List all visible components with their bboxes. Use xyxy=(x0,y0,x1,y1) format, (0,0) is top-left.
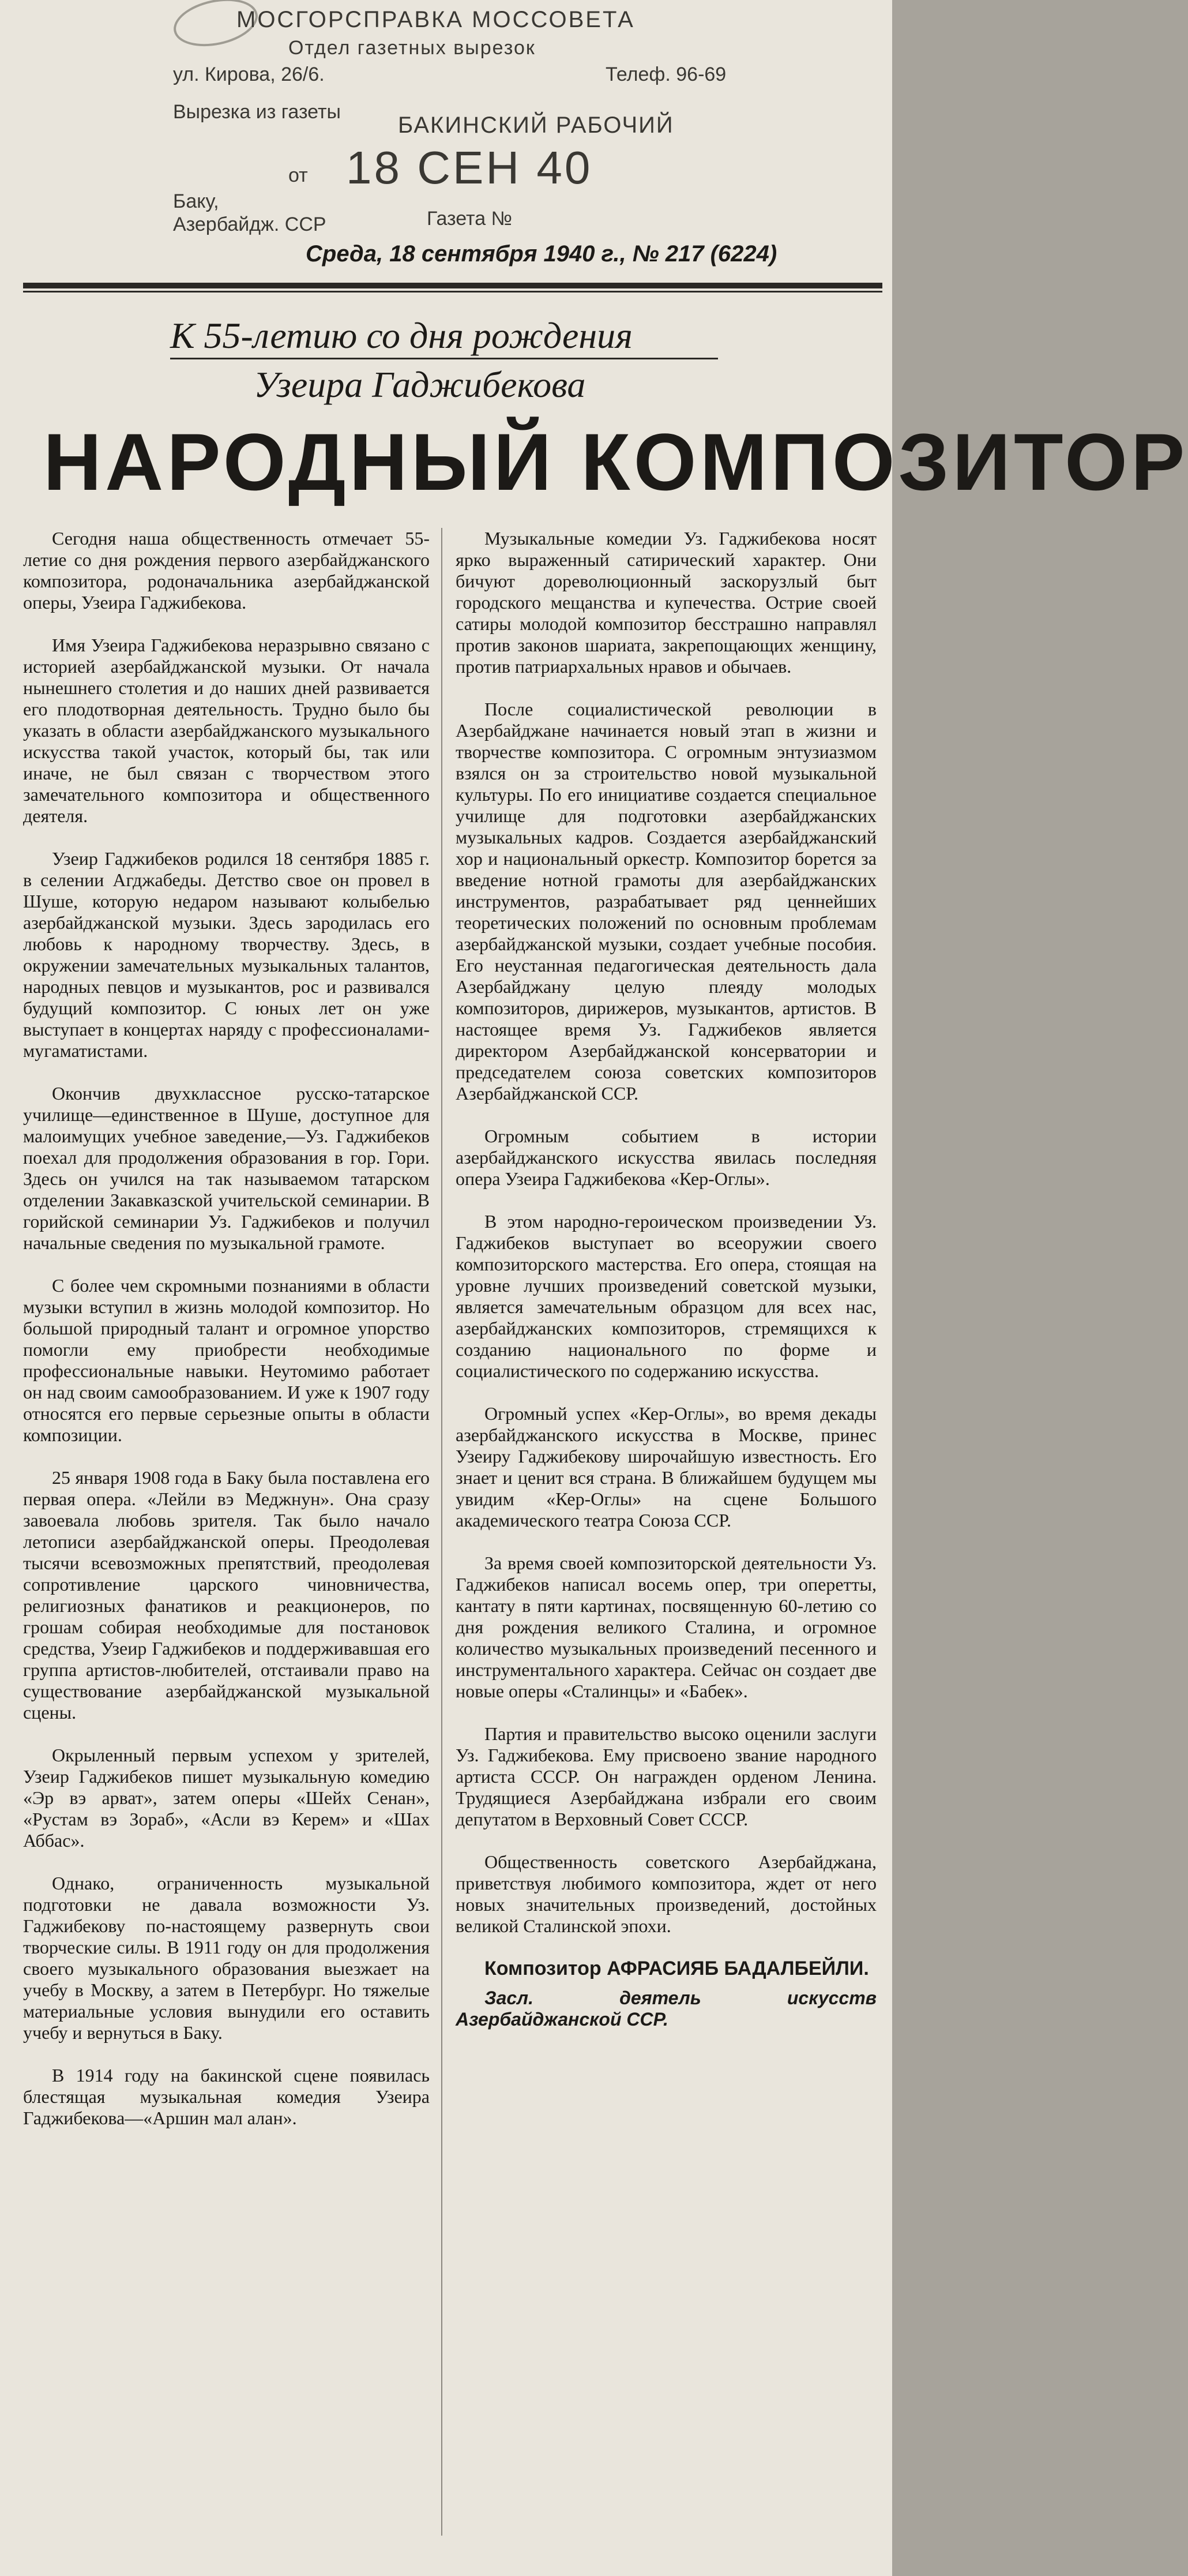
clipping-service-stamp xyxy=(0,0,892,235)
stamp-country: Азербайдж. ССР xyxy=(173,213,326,235)
paragraph: 25 января 1908 года в Баку была поставлена его первая опера. «Лейли вэ Меджнун». Она сразу завоевала любовь зрителя. Так было начало летописи азербайджанской оперы. Преодолевая тысячи всевозможных препятствий, преодолевая сопротивление царского чиновничества, религиозных фанатиков и реакционеров, по грошам собирая необходимые для постановок средства, Узеир Гаджибеков и поддерживавшая его группа артистов-любителей, отстаивали право на существование азербайджанской музыкальной сцены. xyxy=(23,1467,430,1723)
stamp-from-label: от xyxy=(288,164,308,186)
signature-block xyxy=(456,1958,877,2030)
paragraph: В этом народно-героическом произведении Уз. Гаджибеков выступает во всеоружии своего композиторского мастерства. Его опера, стоящая на уровне лучших произведений советской музыки, является замечательным образцом для всех нас, азербайджанских композиторов, стремящихся к созданию национального по форме и социалистического по содержанию искусства. xyxy=(456,1211,877,1381)
issue-dateline: Среда, 18 сентября 1940 г., № 217 (6224) xyxy=(306,241,777,267)
paragraph: Огромный успех «Кер-Оглы», во время декады азербайджанского искусства в Москве, принес Узеиру Гаджибекову широчайшую известность. Его знает и ценит вся страна. В ближайшем будущем мы увидим «Кер-Оглы» на сцене Большого академического театра Союза ССР. xyxy=(456,1403,877,1531)
paragraph: Имя Узеира Гаджибекова неразрывно связано с историей азербайджанской музыки. От начала нынешнего столетия и до наших дней развивается его плодотворная деятельность. Трудно было бы указать в области азербайджанского музыкального искусства такой участок, который бы, так или иначе, не был связан с творчеством этого замечательного композитора и общественного деятеля. xyxy=(23,635,430,826)
article-column-2 xyxy=(456,528,877,2030)
stamp-city: Баку, xyxy=(173,190,219,212)
dateline-rule-thin xyxy=(23,291,882,293)
stamp-gazeta-number: Газета № xyxy=(427,208,513,230)
paragraph: Музыкальные комедии Уз. Гаджибекова носят ярко выраженный сатирический характер. Они бичуют дореволюционный заскорузлый быт городского мещанства и купечества. Острие своей сатиры молодой композитор бесстрашно направлял против законов шариата, закрепощающих женщину, против патриархальных нравов и обычаев. xyxy=(456,528,877,677)
paragraph: Однако, ограниченность музыкальной подготовки не давала возможности Уз. Гаджибекову по-настоящему развернуть свои творческие силы. В 1911 году он для продолжения своего музыкального образования выезжает на учебу в Москву, а затем в Петербург. Но тяжелые материальные условия вынудили его оставить учебу и вернуться в Баку. xyxy=(23,1873,430,2043)
signature-title: Засл. деятель искусств Азербайджанской ССР. xyxy=(456,1988,877,2030)
paragraph: С более чем скромными познаниями в области музыки вступил в жизнь молодой композитор. Но большой природный талант и огромное упорство помогли ему приобрести необходимые профессиональные навыки. Неутомимо работает он над своим самообразованием. И уже к 1907 году относятся его первые серьезные опыты в области композиции. xyxy=(23,1275,430,1445)
article-column-1 xyxy=(23,528,430,2150)
stamp-address: ул. Кирова, 26/6. xyxy=(173,63,325,85)
dateline-rule xyxy=(23,283,882,288)
paragraph: Общественность советского Азербайджана, приветствуя любимого композитора, ждет от него новых значительных произведений, достойных великой Сталинской эпохи. xyxy=(456,1851,877,1936)
signature-author: Композитор АФРАСИЯБ БАДАЛБЕЙЛИ. xyxy=(484,1958,869,1979)
column-divider xyxy=(441,528,442,2536)
paragraph: Партия и правительство высоко оценили заслуги Уз. Гаджибекова. Ему присвоено звание народного артиста СССР. Он награжден орденом Ленина. Трудящиеся Азербайджана избрали его своим депутатом в Верховный Совет СССР. xyxy=(456,1723,877,1829)
stamp-department: Отдел газетных вырезок xyxy=(288,37,536,59)
paragraph: В 1914 году на бакинской сцене появилась блестящая музыкальная комедия Узеира Гаджибекова—«Аршин мал алан». xyxy=(23,2065,430,2128)
stamp-newspaper-name: БАКИНСКИЙ РАБОЧИЙ xyxy=(398,113,674,138)
paragraph: Окончив двухклассное русско-татарское училище—единственное в Шуше, доступное для малоимущих учебное заведение,—Уз. Гаджибеков поехал для продолжения образования в гор. Гори. Здесь он учился на так называемом татарском отделении Закавказской учительской семинарии. В горийской семинарии Уз. Гаджибеков и получил начальные сведения по музыкальной грамоте. xyxy=(23,1083,430,1253)
kicker-line-1: К 55-летию со дня рождения xyxy=(170,315,633,356)
kicker-rule xyxy=(170,358,718,359)
stamp-phone: Телеф. 96-69 xyxy=(606,63,727,85)
kicker-line-2: Узеира Гаджибекова xyxy=(254,364,586,405)
paragraph: После социалистической революции в Азербайджане начинается новый этап в жизни и творчестве композитора. С огромным энтузиазмом взялся он за строительство новой музыкальной культуры. По его инициативе создается специальное училище для подготовки азербайджанских музыкальных кадров. Создается азербайджанский хор и национальный оркестр. Композитор борется за введение нотной грамоты для азербайджанских инструментов, разрабатывает ряд ценнейших теоретических положений по основным проблемам азербайджанской музыки, создает учебные пособия. Его неустанная педагогическая деятельность дала Азербайджану целую плеяду молодых композиторов, дирижеров, музыкантов, артистов. В настоящее время Уз. Гаджибеков является директором Азербайджанской консерватории и председателем союза советских композиторов Азербайджанской ССР. xyxy=(456,699,877,1104)
article-headline: НАРОДНЫЙ КОМПОЗИТОР xyxy=(43,417,1188,507)
stamp-cutting-label: Вырезка из газеты xyxy=(173,101,341,123)
paragraph: Огромным событием в истории азербайджанского искусства явилась последняя опера Узеира Гаджибекова «Кер-Оглы». xyxy=(456,1126,877,1189)
paragraph: Узеир Гаджибеков родился 18 сентября 1885 г. в селении Агджабеды. Детство свое он провел в Шуше, которую недаром называют колыбелью азербайджанской музыки. Здесь зародилась его любовь к народному творчеству. Здесь, в окружении замечательных музыкальных талантов, народных певцов и музыкантов, рос и развивался будущий композитор. С юных лет он уже выступает в концертах наряду с профессионалами-мугаматистами. xyxy=(23,848,430,1061)
stamp-organization: МОСГОРСПРАВКА МОССОВЕТА xyxy=(236,7,635,32)
paragraph: Окрыленный первым успехом у зрителей, Узеир Гаджибеков пишет музыкальную комедию «Эр вэ арват», затем оперы «Шейх Сенан», «Рустам вэ Зораб», «Асли вэ Керем» и «Шах Аббас». xyxy=(23,1745,430,1851)
paragraph: Сегодня наша общественность отмечает 55-летие со дня рождения первого азербайджанского композитора, родоначальника азербайджанской оперы, Узеира Гаджибекова. xyxy=(23,528,430,613)
stamp-date: 18 СЕН 40 xyxy=(346,142,593,193)
paragraph: За время своей композиторской деятельности Уз. Гаджибеков написал восемь опер, три оперетты, кантату в пяти картинах, посвященную 60-летию со дня рождения великого Сталина, и огромное количество музыкальных произведений песенного и инструментального характера. Сейчас он создает две новые оперы «Сталинцы» и «Бабек». xyxy=(456,1553,877,1701)
